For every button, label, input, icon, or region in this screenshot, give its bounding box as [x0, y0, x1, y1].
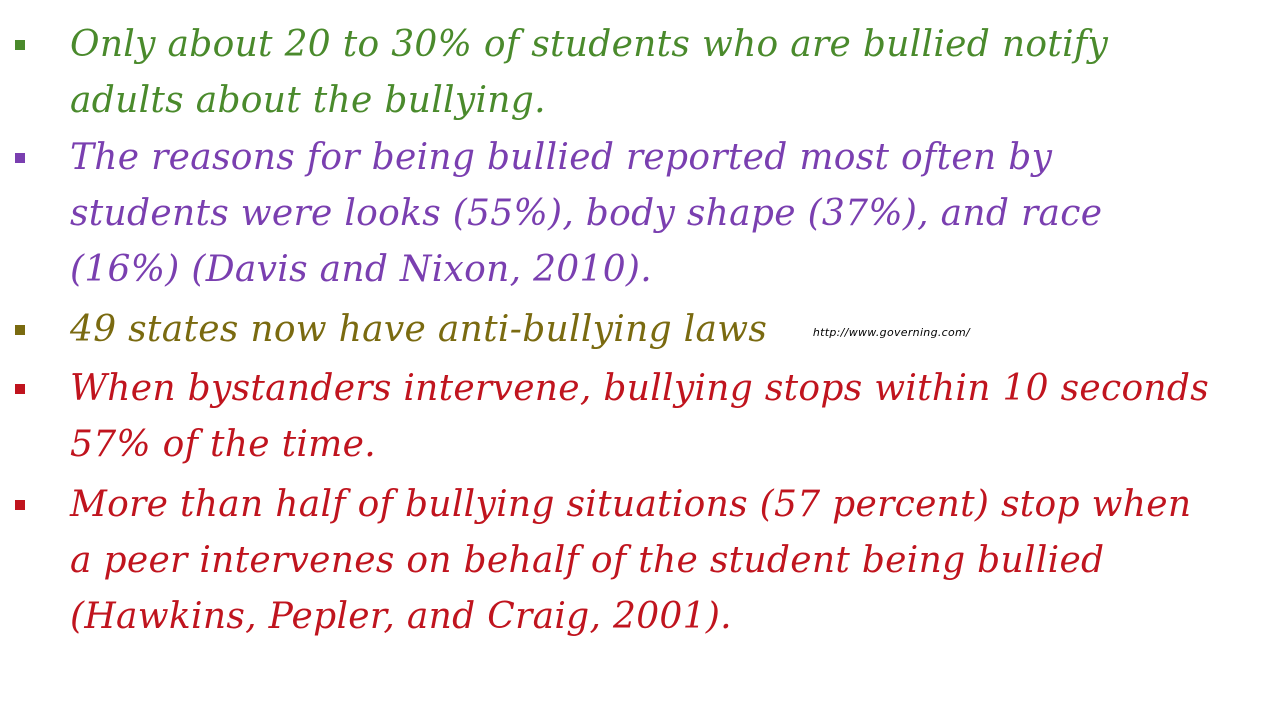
- bullet-item-bystanders: [0, 361, 1210, 473]
- square-bullet-icon: [15, 384, 25, 394]
- square-bullet-icon: [15, 40, 25, 50]
- bullet-item-state-laws: [0, 302, 1210, 358]
- source-url[interactable]: http://www.governing.com/: [812, 325, 971, 339]
- bullet-text: 49 states now have anti-bullying laws: [70, 309, 768, 350]
- bullet-text: The reasons for being bullied reported most often by students were looks (55%), body shape (37%), and race (16%) (Davis and Nixon, 2010).: [70, 137, 1103, 290]
- square-bullet-icon: [15, 153, 25, 163]
- bullet-item-peer-intervention: [0, 477, 1210, 645]
- square-bullet-icon: [15, 325, 25, 335]
- bullet-item-notify-adults: [0, 17, 1210, 129]
- bullet-text: More than half of bullying situations (57 percent) stop when a peer intervenes on behalf of the student being bullied (Hawkins, Pepler, and Craig, 2001).: [70, 484, 1192, 637]
- square-bullet-icon: [15, 500, 25, 510]
- bullet-text: When bystanders intervene, bullying stops within 10 seconds 57% of the time.: [70, 368, 1210, 465]
- bullet-item-reasons: [0, 130, 1210, 298]
- bullet-text: Only about 20 to 30% of students who are bullied notify adults about the bullying.: [70, 24, 1109, 121]
